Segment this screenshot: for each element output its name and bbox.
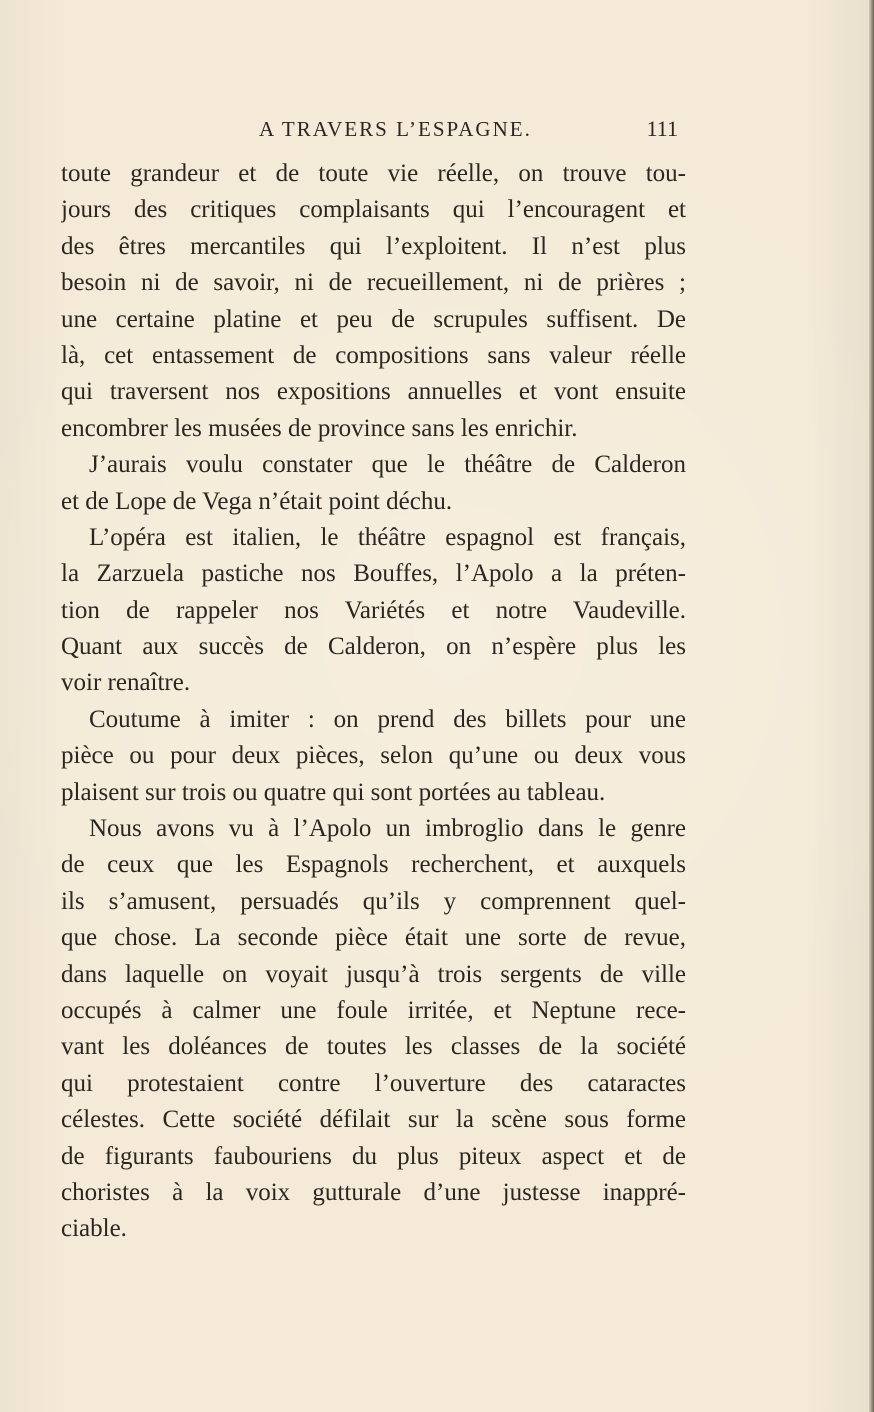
paragraph-start-line: J’aurais voulu constater que le théâtre de Calderon: [89, 451, 686, 479]
text-line: des êtres mercantiles qui l’exploitent. Il n’est plus: [61, 232, 686, 260]
running-title: A TRAVERS L’ESPAGNE.: [259, 117, 532, 141]
text-line: ils s’amusent, persuadés qu’ils y comprennent quel-: [61, 887, 686, 915]
text-line: choristes à la voix gutturale d’une justesse inappré-: [61, 1178, 686, 1206]
text-line: toute grandeur et de toute vie réelle, on trouve tou-: [61, 160, 686, 187]
text-line: Quant aux succès de Calderon, on n’espère plus les: [61, 633, 686, 661]
page-header: [61, 114, 686, 144]
text-line: besoin ni de savoir, ni de recueillement, ni de prières ;: [61, 269, 686, 297]
paragraph-start-line: Coutume à imiter : on prend des billets pour une: [89, 705, 686, 733]
text-line: que chose. La seconde pièce était une sorte de revue,: [61, 924, 686, 952]
paragraph-start-line: L’opéra est italien, le théâtre espagnol est français,: [89, 523, 686, 551]
page-edge: [869, 0, 874, 1412]
text-line: tion de rappeler nos Variétés et notre Vaudeville.: [61, 596, 686, 624]
text-line: dans laquelle on voyait jusqu’à trois sergents de ville: [61, 960, 686, 988]
text-line: qui traversent nos expositions annuelles et vont ensuite: [61, 378, 686, 406]
text-line: célestes. Cette société défilait sur la scène sous forme: [61, 1106, 686, 1134]
paragraph-start-line: Nous avons vu à l’Apolo un imbroglio dans le genre: [89, 815, 686, 843]
text-line: ciable.: [61, 1215, 127, 1243]
body-text: [61, 156, 686, 1248]
text-line: vant les doléances de toutes les classes de la société: [61, 1033, 686, 1061]
text-line: jours des critiques complaisants qui l’encouragent et: [61, 196, 686, 224]
text-line: qui protestaient contre l’ouverture des cataractes: [61, 1069, 686, 1097]
text-line: occupés à calmer une foule irritée, et Neptune rece-: [61, 996, 686, 1024]
text-line: encombrer les musées de province sans les enrichir.: [61, 414, 578, 442]
text-line: pièce ou pour deux pièces, selon qu’une ou deux vous: [61, 742, 686, 770]
text-line: plaisent sur trois ou quatre qui sont portées au tableau.: [61, 778, 606, 806]
text-line: de ceux que les Espagnols recherchent, et auxquels: [61, 851, 686, 879]
page-number: 111: [646, 116, 678, 141]
text-line: une certaine platine et peu de scrupules suffisent. De: [61, 305, 686, 333]
text-line: la Zarzuela pastiche nos Bouffes, l’Apolo a la préten-: [61, 560, 686, 588]
text-line: là, cet entassement de compositions sans valeur réelle: [61, 341, 686, 369]
text-line: voir renaître.: [61, 669, 191, 697]
text-line: de figurants faubouriens du plus piteux aspect et de: [61, 1142, 686, 1170]
text-line: et de Lope de Vega n’était point déchu.: [61, 487, 453, 515]
